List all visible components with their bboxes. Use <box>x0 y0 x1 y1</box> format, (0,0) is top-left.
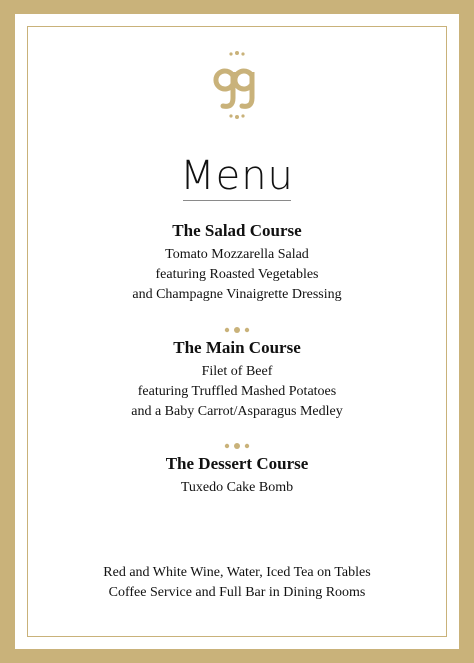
course-heading: The Dessert Course <box>165 454 309 473</box>
footer-line: Coffee Service and Full Bar in Dining Rooms <box>108 585 366 600</box>
course-dessert <box>15 453 459 498</box>
gg-monogram-icon <box>207 50 267 120</box>
course-line: featuring Roasted Vegetables <box>155 267 319 282</box>
dots-ornament-icon <box>222 326 252 334</box>
course-line: featuring Truffled Mashed Potatoes <box>137 384 337 399</box>
beverage-footer <box>15 563 459 603</box>
footer-line: Red and White Wine, Water, Iced Tea on Tables <box>103 565 371 580</box>
ornament-divider-2 <box>15 435 459 443</box>
course-salad <box>15 220 459 305</box>
course-line: Filet of Beef <box>201 364 273 379</box>
course-main <box>15 337 459 422</box>
monogram-logo <box>15 50 459 124</box>
course-line: and a Baby Carrot/Asparagus Medley <box>131 404 343 419</box>
dots-ornament-icon <box>222 442 252 450</box>
course-line: and Champagne Vinaigrette Dressing <box>132 287 342 302</box>
course-heading: The Salad Course <box>172 221 302 240</box>
course-line: Tomato Mozzarella Salad <box>165 247 309 262</box>
page-title: Menu <box>180 153 294 199</box>
menu-card <box>15 14 459 649</box>
course-heading: The Main Course <box>173 338 301 357</box>
course-line: Tuxedo Cake Bomb <box>180 480 294 495</box>
title-divider <box>183 200 291 201</box>
ornament-divider-1 <box>15 319 459 327</box>
